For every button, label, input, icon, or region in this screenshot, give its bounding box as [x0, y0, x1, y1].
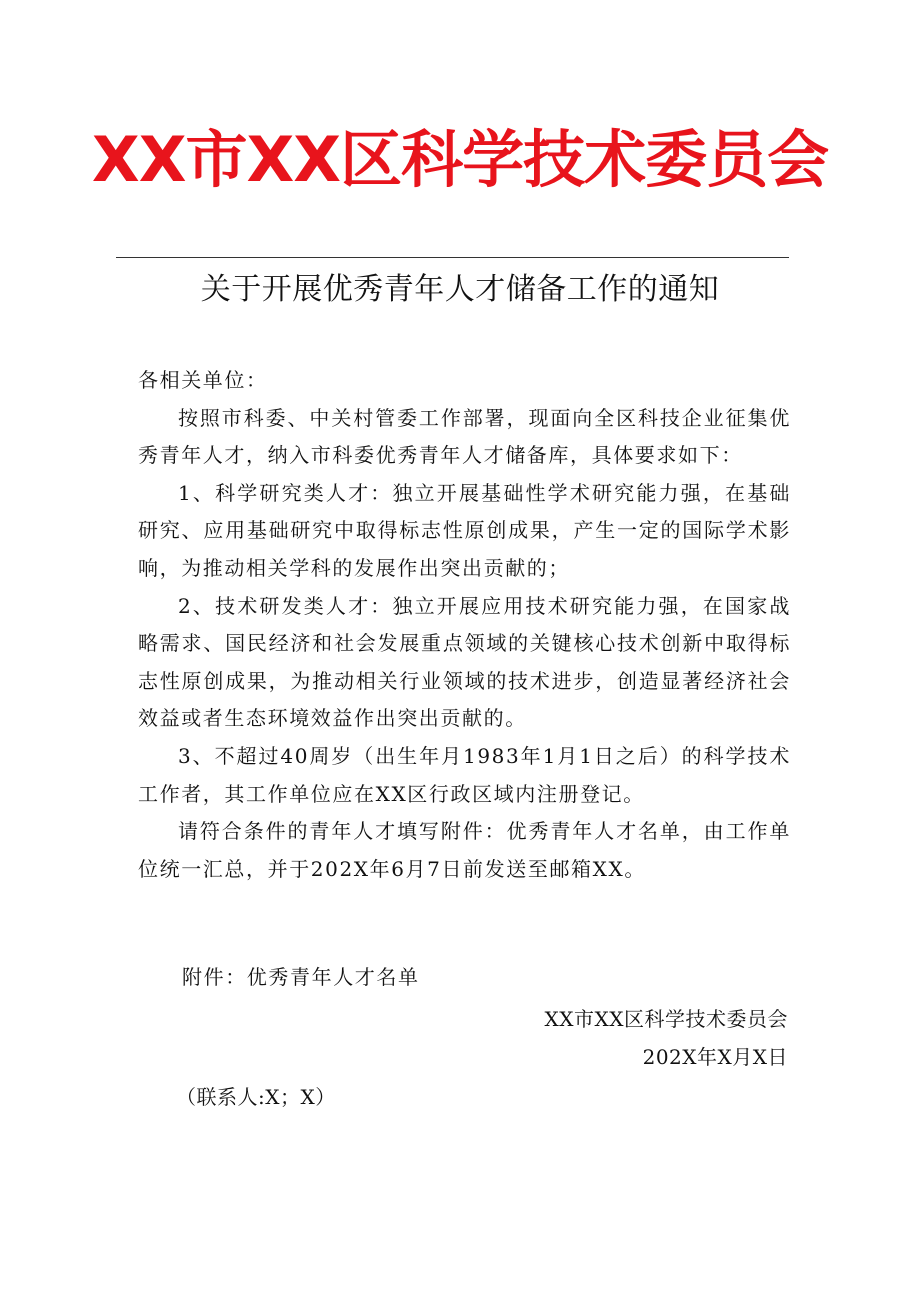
header-divider [116, 257, 789, 258]
signature-issuer: XX市XX区科学技术委员会 [544, 1007, 788, 1031]
notice-title: 关于开展优秀青年人才储备工作的通知 [200, 272, 720, 307]
contact-line: （联系人:X；X） [176, 1085, 336, 1109]
body-paragraph-age: 3、不超过40周岁（出生年月1983年1月1日之后）的科学技术工作者，其工作单位应在XX区行政区域内注册登记。 [138, 743, 791, 806]
notice-body [138, 362, 791, 888]
body-paragraph-technology: 2、技术研发类人才：独立开展应用技术研究能力强，在国家战略需求、国民经济和社会发展重点领域的关键核心技术创新中取得标志性原创成果，为推动相关行业领域的技术进步，创造显著经济社会效益或者生态环境效益作出突出贡献的。 [138, 593, 791, 731]
signature-date: 202X年X月X日 [642, 1045, 788, 1069]
issuer-header-title: XX市XX区科学技术委员会 [91, 123, 829, 196]
salutation: 各相关单位： [138, 368, 268, 392]
body-paragraph-intro: 按照市科委、中关村管委工作部署，现面向全区科技企业征集优秀青年人才，纳入市科委优秀青年人才储备库，具体要求如下： [138, 405, 791, 468]
body-paragraph-science: 1、科学研究类人才：独立开展基础性学术研究能力强，在基础研究、应用基础研究中取得标志性原创成果，产生一定的国际学术影响，为推动相关学科的发展作出突出贡献的； [138, 480, 791, 580]
body-paragraph-submission: 请符合条件的青年人才填写附件：优秀青年人才名单，由工作单位统一汇总，并于202X年6月7日前发送至邮箱XX。 [138, 819, 791, 881]
attachment-line: 附件：优秀青年人才名单 [182, 965, 420, 989]
